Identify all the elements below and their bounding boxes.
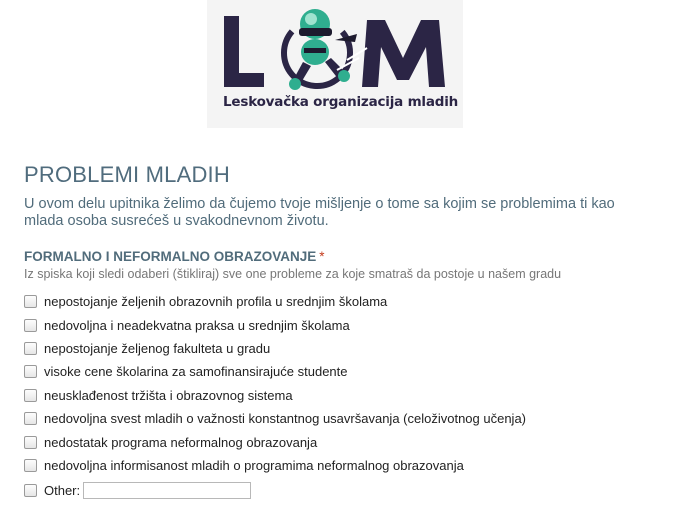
section-description: U ovom delu upitnika želimo da čujemo tvoje mišljenje o tome sa kojim se problemima ti kao mlada osoba susrećeš u svakodnevnom životu. xyxy=(24,196,615,229)
option-3[interactable] xyxy=(24,337,664,360)
option-8-label: nedovoljna informisanost mladih o programima neformalnog obrazovanja xyxy=(44,457,464,473)
checkbox-4[interactable] xyxy=(24,365,37,378)
option-6[interactable] xyxy=(24,407,664,430)
checkbox-options xyxy=(24,290,664,477)
option-1[interactable] xyxy=(24,290,664,313)
option-7-label: nedostatak programa neformalnog obrazovanja xyxy=(44,434,318,450)
option-5[interactable] xyxy=(24,384,664,407)
logo-text: Leskovačka organizacija mladih xyxy=(223,94,459,110)
section-title: PROBLEMI MLADIH xyxy=(24,162,230,187)
option-2-label: nedovoljna i neadekvatna praksa u srednjim školama xyxy=(44,317,350,333)
logo xyxy=(207,0,463,128)
question-title xyxy=(24,249,325,264)
option-2[interactable] xyxy=(24,313,664,336)
checkbox-8[interactable] xyxy=(24,459,37,472)
other-label: Other: xyxy=(44,483,81,498)
option-4-label: visoke cene školarina za samofinansirajuće studente xyxy=(44,364,348,380)
question-title-text: FORMALNO I NEFORMALNO OBRAZOVANJE xyxy=(24,249,317,264)
checkbox-3[interactable] xyxy=(24,342,37,355)
checkbox-7[interactable] xyxy=(24,436,37,449)
checkbox-6[interactable] xyxy=(24,412,37,425)
other-input[interactable] xyxy=(83,482,251,499)
option-other xyxy=(24,482,251,499)
option-4[interactable] xyxy=(24,360,664,383)
option-3-label: nepostojanje željenog fakulteta u gradu xyxy=(44,340,271,356)
question-help-text: Iz spiska koji sledi odaberi (štikliraj) sve one probleme za koje smatraš da postoje u našem gradu xyxy=(24,267,562,281)
option-5-label: neusklađenost tržišta i obrazovnog sistema xyxy=(44,387,293,403)
checkbox-5[interactable] xyxy=(24,389,37,402)
required-mark: * xyxy=(319,249,325,264)
checkbox-other[interactable] xyxy=(24,484,37,497)
option-7[interactable] xyxy=(24,430,664,453)
option-1-label: nepostojanje željenih obrazovnih profila u srednjim školama xyxy=(44,294,388,310)
ninja-mascot-logo-icon xyxy=(207,0,463,100)
option-8[interactable] xyxy=(24,454,664,477)
option-6-label: nedovoljna svest mladih o važnosti konstantnog usavršavanja (celoživotnog učenja) xyxy=(44,411,527,427)
checkbox-2[interactable] xyxy=(24,319,37,332)
checkbox-1[interactable] xyxy=(24,295,37,308)
